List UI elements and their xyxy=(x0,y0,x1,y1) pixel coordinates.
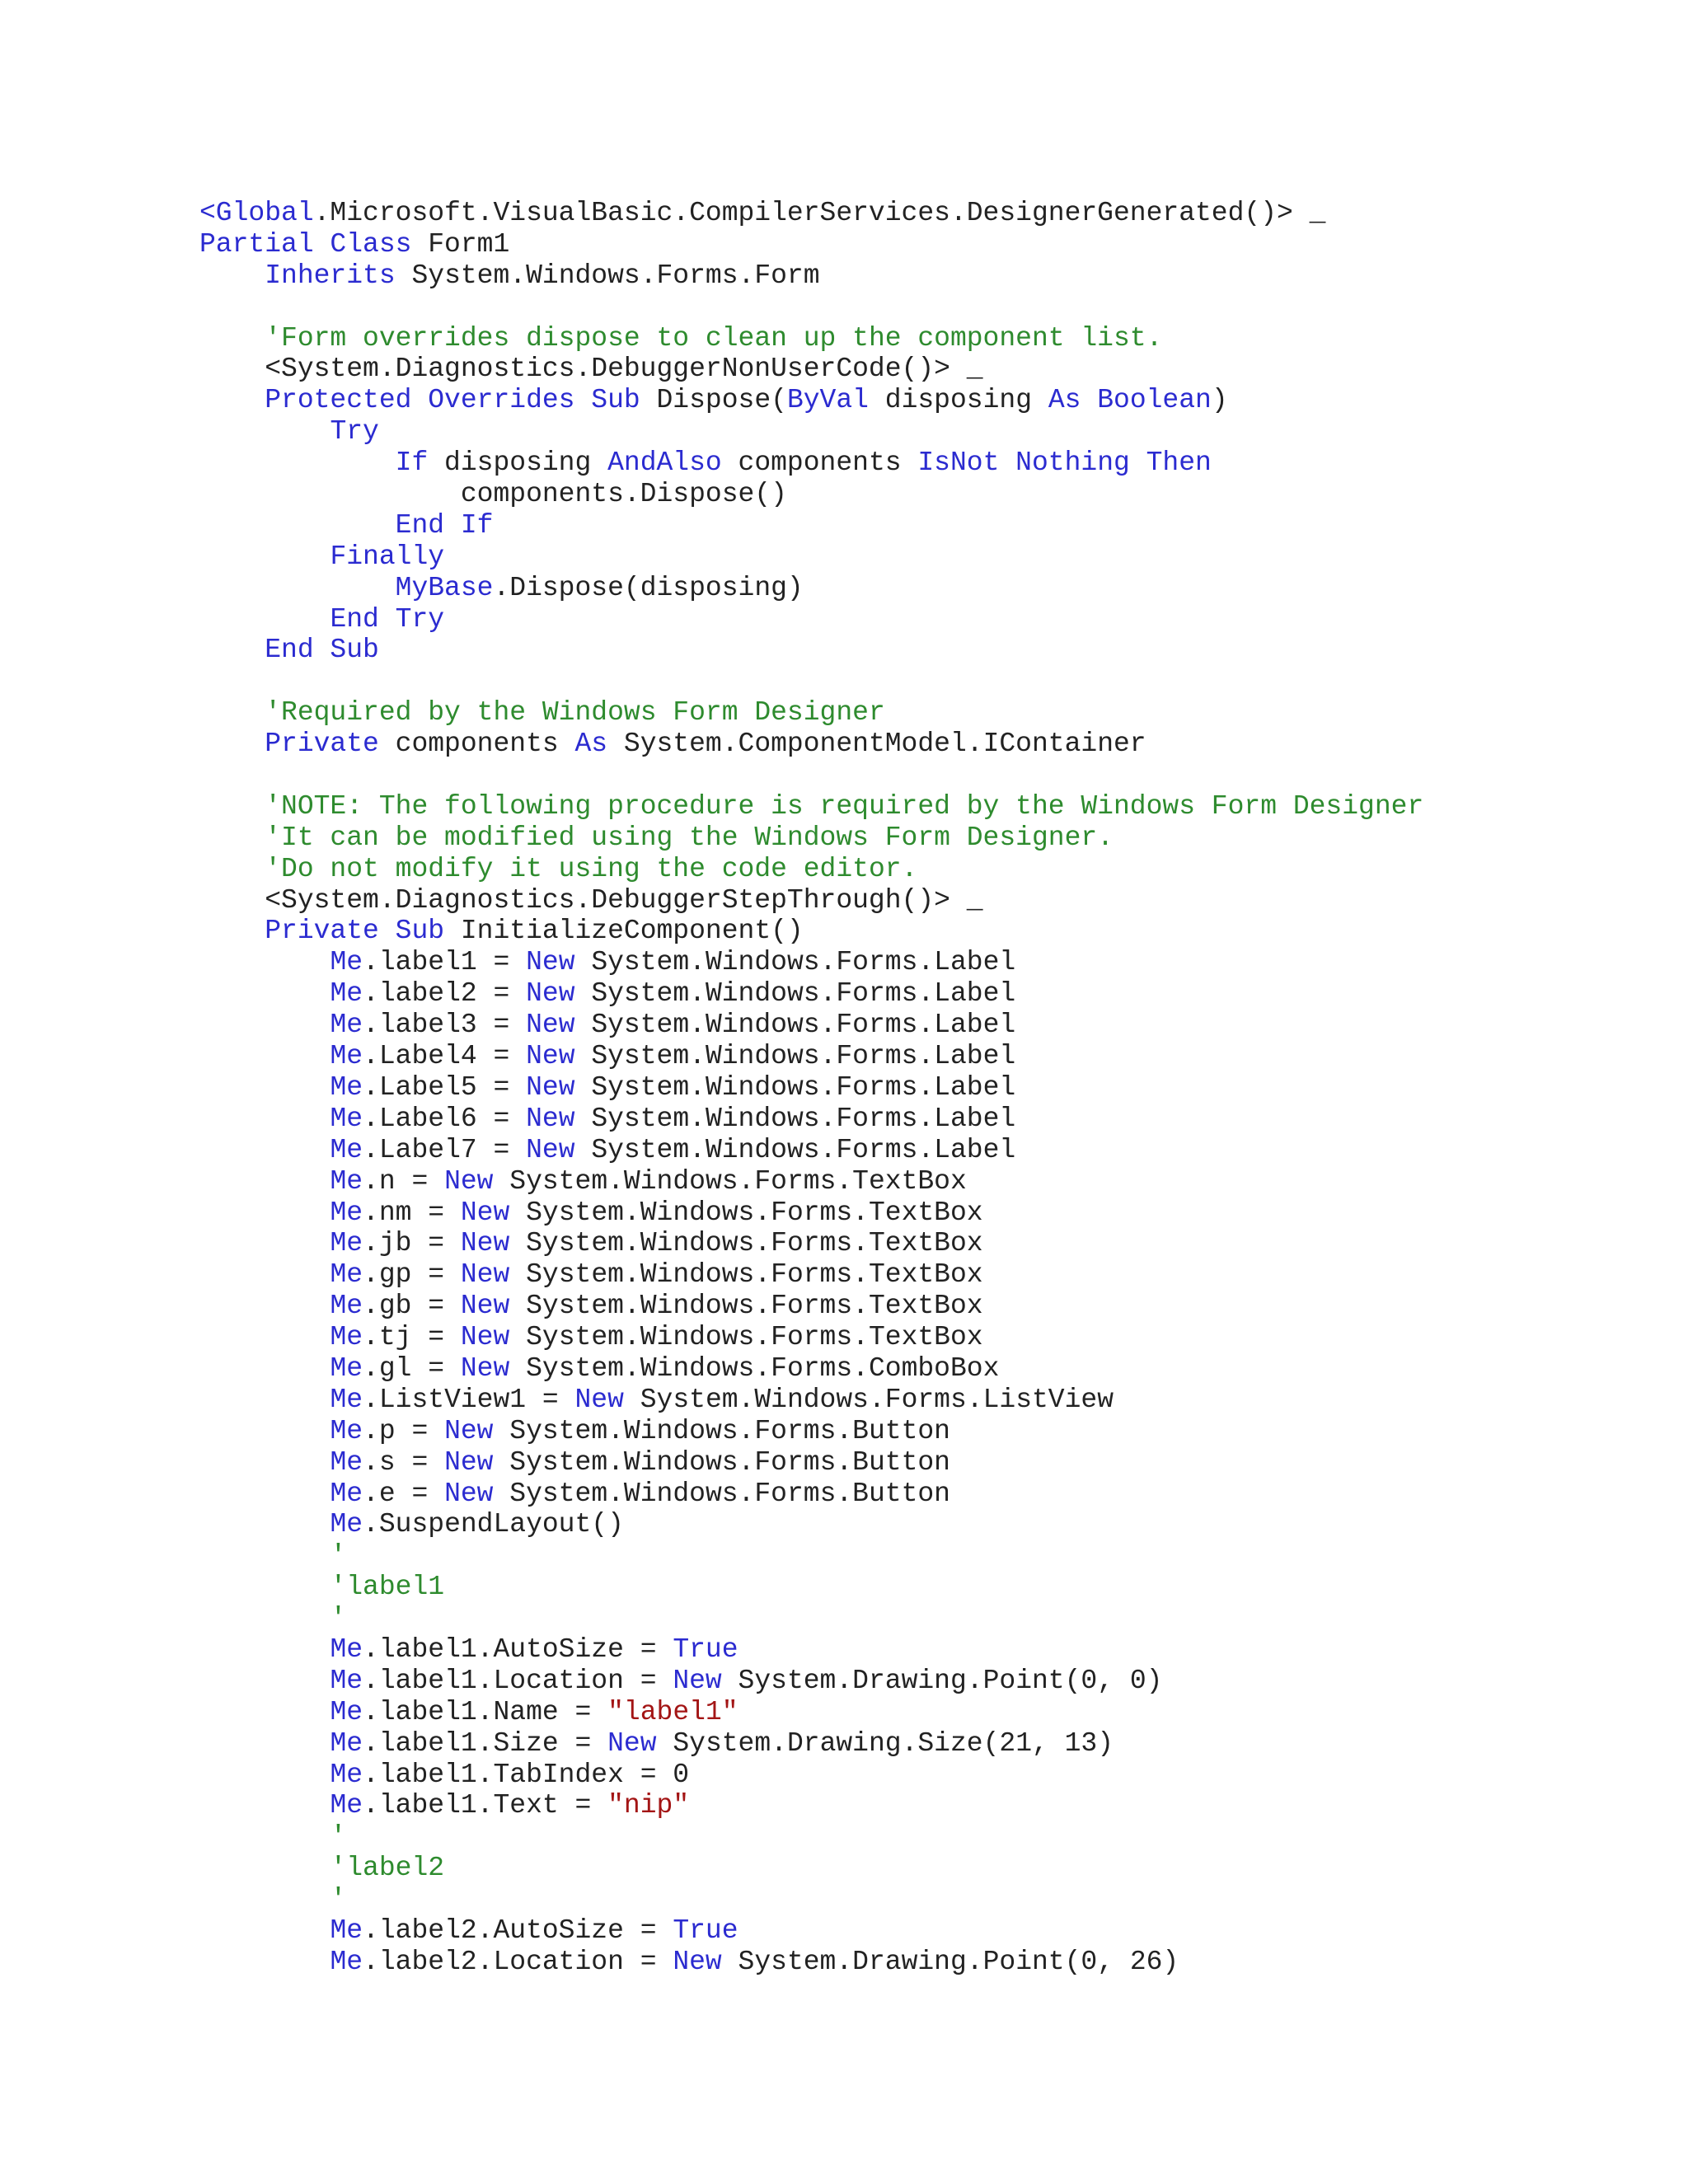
code-keyword: Me xyxy=(330,1478,363,1509)
code-keyword: New xyxy=(460,1322,510,1353)
code-line xyxy=(199,1072,1667,1104)
code-comment: ' xyxy=(330,1821,347,1853)
code-keyword: Me xyxy=(330,978,363,1010)
code-text xyxy=(199,1010,330,1040)
code-text: Dispose( xyxy=(640,385,787,416)
code-text xyxy=(199,1697,330,1727)
code-text: System.Windows.Forms.Label xyxy=(574,947,1016,978)
code-text xyxy=(199,1104,330,1134)
code-text xyxy=(199,1947,330,1977)
code-text: System.Drawing.Size(21, 13) xyxy=(656,1727,1114,1759)
code-keyword: Me xyxy=(330,1134,363,1165)
code-keyword: Me xyxy=(330,1759,363,1790)
code-text xyxy=(199,1228,330,1258)
code-keyword: New xyxy=(460,1197,510,1228)
code-keyword: Me xyxy=(330,1041,363,1072)
code-text xyxy=(199,1291,330,1321)
code-keyword: Private xyxy=(265,729,379,760)
code-line xyxy=(199,510,1667,541)
code-text: System.Windows.Forms.TextBox xyxy=(509,1259,983,1291)
code-keyword: Me xyxy=(330,1696,363,1727)
code-line xyxy=(199,479,1667,510)
code-text: <System.Diagnostics.DebuggerNonUserCode()> _ xyxy=(199,354,983,385)
code-text: components xyxy=(378,729,575,760)
code-keyword: New xyxy=(460,1291,510,1322)
code-keyword: New xyxy=(526,1041,575,1072)
code-text xyxy=(199,510,396,541)
code-text: .s = xyxy=(363,1446,445,1478)
code-line xyxy=(199,1322,1667,1353)
code-line xyxy=(199,541,1667,573)
code-string: "label1" xyxy=(607,1696,738,1727)
code-keyword: MyBase xyxy=(395,572,494,603)
code-keyword: As Boolean xyxy=(1048,385,1212,416)
code-text: System.Windows.Forms.Label xyxy=(574,1134,1016,1165)
code-line xyxy=(199,916,1667,947)
code-text xyxy=(199,1353,330,1384)
code-text xyxy=(199,1135,330,1165)
code-line xyxy=(199,1135,1667,1166)
code-keyword: New xyxy=(673,1946,722,1977)
code-text: .label1 = xyxy=(363,947,527,978)
code-text xyxy=(199,854,265,884)
code-keyword: Me xyxy=(330,1633,363,1665)
code-keyword: New xyxy=(526,1103,575,1134)
code-text xyxy=(199,916,265,946)
code-line xyxy=(199,1853,1667,1884)
code-keyword: Me xyxy=(330,1415,363,1446)
code-text xyxy=(199,1166,330,1197)
code-line xyxy=(199,448,1667,479)
code-keyword: Me xyxy=(330,1071,363,1103)
code-text xyxy=(199,260,265,291)
code-line xyxy=(199,666,1667,697)
code-text: System.Windows.Forms.ListView xyxy=(623,1384,1114,1415)
code-line xyxy=(199,635,1667,666)
code-comment: 'Form overrides dispose to clean up the component list. xyxy=(265,322,1163,354)
code-line xyxy=(199,1760,1667,1791)
code-keyword: Me xyxy=(330,1915,363,1946)
code-keyword: Finally xyxy=(330,541,445,572)
code-line xyxy=(199,947,1667,978)
code-line xyxy=(199,1166,1667,1197)
code-keyword: New xyxy=(526,947,575,978)
code-text: <System.Diagnostics.DebuggerStepThrough()> _ xyxy=(199,884,983,916)
code-text: .ListView1 = xyxy=(363,1384,575,1415)
code-keyword: New xyxy=(574,1384,624,1415)
code-keyword: Me xyxy=(330,1197,363,1228)
code-comment: ' xyxy=(330,1603,347,1634)
code-text xyxy=(199,1603,330,1633)
code-line xyxy=(199,885,1667,916)
code-line xyxy=(199,823,1667,854)
code-text: .jb = xyxy=(363,1228,461,1259)
code-line xyxy=(199,1385,1667,1416)
code-text: .label1.Location = xyxy=(363,1665,673,1696)
code-line xyxy=(199,1447,1667,1479)
code-text: .Dispose(disposing) xyxy=(493,572,804,603)
code-line xyxy=(199,1540,1667,1572)
code-keyword: New xyxy=(526,978,575,1010)
code-text: ) xyxy=(1211,385,1228,416)
code-keyword: Me xyxy=(330,1228,363,1259)
code-text xyxy=(199,1821,330,1852)
code-text: disposing xyxy=(428,448,608,479)
code-line xyxy=(199,229,1667,260)
code-keyword: Me xyxy=(330,1384,363,1415)
code-keyword: Me xyxy=(330,1352,363,1384)
code-text: .gp = xyxy=(363,1259,461,1291)
code-text: System.Windows.Forms.TextBox xyxy=(509,1228,983,1259)
code-text xyxy=(199,1509,330,1540)
code-keyword: Me xyxy=(330,1727,363,1759)
code-keyword: End Try xyxy=(330,603,445,635)
code-keyword: Me xyxy=(330,1322,363,1353)
code-text xyxy=(199,1634,330,1665)
code-line xyxy=(199,1790,1667,1821)
code-text: Form1 xyxy=(411,228,510,260)
code-keyword: Me xyxy=(330,1509,363,1540)
code-keyword: End Sub xyxy=(265,635,379,666)
code-text: System.ComponentModel.IContainer xyxy=(607,729,1146,760)
code-line xyxy=(199,1228,1667,1259)
code-keyword: Inherits xyxy=(265,260,396,291)
code-text: System.Windows.Forms.Label xyxy=(574,1071,1016,1103)
code-comment: 'Do not modify it using the code editor. xyxy=(265,853,918,884)
code-text: .label2 = xyxy=(363,978,527,1010)
code-text xyxy=(199,947,330,977)
code-text: System.Windows.Forms.TextBox xyxy=(493,1165,967,1197)
code-line xyxy=(199,1915,1667,1947)
code-text xyxy=(199,1884,330,1915)
code-line xyxy=(199,1728,1667,1760)
code-line xyxy=(199,1697,1667,1728)
code-line xyxy=(199,573,1667,604)
code-text: InitializeComponent() xyxy=(444,916,804,947)
code-text xyxy=(199,1915,330,1946)
code-text xyxy=(199,385,265,415)
code-text: System.Windows.Forms.Button xyxy=(493,1446,950,1478)
code-keyword: Me xyxy=(330,1665,363,1696)
code-text xyxy=(199,323,265,354)
code-text xyxy=(199,1322,330,1352)
code-text xyxy=(199,697,265,728)
code-comment: 'label1 xyxy=(330,1572,445,1603)
code-line xyxy=(199,697,1667,729)
code-text: System.Windows.Forms.Label xyxy=(574,1041,1016,1072)
code-text: System.Windows.Forms.Button xyxy=(493,1478,950,1509)
code-text: .Label4 = xyxy=(363,1041,527,1072)
code-line xyxy=(199,1353,1667,1385)
code-string: "nip" xyxy=(607,1790,690,1821)
code-keyword: Me xyxy=(330,1446,363,1478)
code-text: .gb = xyxy=(363,1291,461,1322)
code-line xyxy=(199,604,1667,635)
code-keyword: True xyxy=(673,1915,738,1946)
code-text: System.Windows.Forms.Label xyxy=(574,1010,1016,1041)
code-text xyxy=(199,1259,330,1290)
code-line xyxy=(199,1821,1667,1853)
code-text: System.Windows.Forms.TextBox xyxy=(509,1322,983,1353)
code-line xyxy=(199,1416,1667,1447)
code-text xyxy=(199,1540,330,1571)
code-line xyxy=(199,198,1667,229)
code-keyword: Try xyxy=(330,416,379,448)
code-line xyxy=(199,1603,1667,1634)
code-line xyxy=(199,1509,1667,1540)
code-text: System.Windows.Forms.Label xyxy=(574,1103,1016,1134)
code-text xyxy=(199,1760,330,1790)
code-text xyxy=(199,1447,330,1478)
code-line xyxy=(199,416,1667,448)
code-text: System.Windows.Forms.Button xyxy=(493,1415,950,1446)
code-keyword: New xyxy=(460,1352,510,1384)
code-text xyxy=(199,448,396,478)
code-comment: ' xyxy=(330,1884,347,1915)
code-text: .label1.Size = xyxy=(363,1727,608,1759)
code-listing xyxy=(199,198,1667,1978)
code-keyword: New xyxy=(460,1259,510,1291)
code-line xyxy=(199,1291,1667,1322)
code-text xyxy=(199,729,265,759)
code-keyword: New xyxy=(460,1228,510,1259)
code-text: .label1.TabIndex = 0 xyxy=(363,1759,690,1790)
code-line xyxy=(199,354,1667,385)
code-keyword: New xyxy=(526,1071,575,1103)
code-text: .e = xyxy=(363,1478,445,1509)
code-keyword: End If xyxy=(395,509,494,541)
code-keyword: New xyxy=(526,1134,575,1165)
code-text xyxy=(199,541,330,572)
code-text: disposing xyxy=(868,385,1048,416)
code-keyword: New xyxy=(673,1665,722,1696)
code-line xyxy=(199,1947,1667,1978)
code-text xyxy=(199,1416,330,1446)
code-text: components.Dispose() xyxy=(199,479,787,510)
code-line xyxy=(199,1634,1667,1666)
code-text: System.Drawing.Point(0, 26) xyxy=(721,1946,1179,1977)
code-text: System.Windows.Forms.Form xyxy=(395,260,820,291)
code-text xyxy=(199,978,330,1009)
code-comment: ' xyxy=(330,1540,347,1572)
code-keyword: Me xyxy=(330,1165,363,1197)
code-line xyxy=(199,1572,1667,1603)
code-line xyxy=(199,791,1667,823)
code-keyword: <Global xyxy=(199,198,314,228)
code-keyword: Partial Class xyxy=(199,228,412,260)
code-line xyxy=(199,323,1667,354)
code-line xyxy=(199,1479,1667,1510)
code-keyword: Me xyxy=(330,1946,363,1977)
code-comment: 'It can be modified using the Windows Form Designer. xyxy=(265,822,1114,853)
code-keyword: Me xyxy=(330,1291,363,1322)
code-text: System.Windows.Forms.Label xyxy=(574,978,1016,1010)
code-keyword: Me xyxy=(330,1103,363,1134)
code-comment: 'NOTE: The following procedure is required by the Windows Form Designer xyxy=(265,790,1424,822)
code-text xyxy=(199,791,265,822)
code-text: .n = xyxy=(363,1165,445,1197)
code-text: .p = xyxy=(363,1415,445,1446)
code-text xyxy=(199,1197,330,1228)
code-keyword: ByVal xyxy=(786,385,869,416)
code-text xyxy=(199,604,330,635)
code-keyword: Me xyxy=(330,1010,363,1041)
code-text xyxy=(199,1385,330,1415)
code-text: .label1.Name = xyxy=(363,1696,608,1727)
code-text: .SuspendLayout() xyxy=(363,1509,624,1540)
code-keyword: If xyxy=(395,448,429,479)
code-line xyxy=(199,729,1667,760)
code-text xyxy=(199,1479,330,1509)
code-text xyxy=(199,1666,330,1696)
code-text: .gl = xyxy=(363,1352,461,1384)
code-line xyxy=(199,1884,1667,1915)
code-keyword: New xyxy=(444,1415,494,1446)
code-text xyxy=(199,1728,330,1759)
code-keyword: Protected Overrides Sub xyxy=(265,385,640,416)
code-text xyxy=(199,1572,330,1602)
code-line xyxy=(199,978,1667,1010)
code-text: .nm = xyxy=(363,1197,461,1228)
code-keyword: Me xyxy=(330,947,363,978)
code-line xyxy=(199,260,1667,292)
code-text xyxy=(199,1041,330,1071)
code-text: .label2.AutoSize = xyxy=(363,1915,673,1946)
code-text: .Label5 = xyxy=(363,1071,527,1103)
code-text: components xyxy=(721,448,918,479)
code-line xyxy=(199,1259,1667,1291)
code-keyword: New xyxy=(607,1727,657,1759)
code-comment: 'label2 xyxy=(330,1853,445,1884)
code-text xyxy=(199,1790,330,1821)
code-keyword: As xyxy=(574,729,608,760)
code-keyword: Me xyxy=(330,1259,363,1291)
code-text: .label2.Location = xyxy=(363,1946,673,1977)
code-line xyxy=(199,1666,1667,1697)
code-keyword: True xyxy=(673,1633,738,1665)
code-line xyxy=(199,292,1667,323)
code-text: System.Windows.Forms.ComboBox xyxy=(509,1352,1000,1384)
code-line xyxy=(199,1104,1667,1135)
code-keyword: New xyxy=(526,1010,575,1041)
code-line xyxy=(199,385,1667,416)
code-line xyxy=(199,760,1667,791)
code-comment: 'Required by the Windows Form Designer xyxy=(265,697,885,729)
code-text: System.Windows.Forms.TextBox xyxy=(509,1197,983,1228)
code-keyword: New xyxy=(444,1165,494,1197)
code-text: .Label6 = xyxy=(363,1103,527,1134)
code-line xyxy=(199,1041,1667,1072)
code-line xyxy=(199,854,1667,885)
code-text xyxy=(199,635,265,665)
code-text: .label1.AutoSize = xyxy=(363,1633,673,1665)
code-line xyxy=(199,1010,1667,1041)
code-keyword: New xyxy=(444,1478,494,1509)
code-text xyxy=(199,823,265,853)
code-text: System.Windows.Forms.TextBox xyxy=(509,1291,983,1322)
code-text xyxy=(199,573,396,603)
code-text: .tj = xyxy=(363,1322,461,1353)
code-keyword: Private Sub xyxy=(265,916,445,947)
code-keyword: New xyxy=(444,1446,494,1478)
code-text xyxy=(199,416,330,447)
code-text: .label3 = xyxy=(363,1010,527,1041)
code-line xyxy=(199,1197,1667,1229)
code-text: .Label7 = xyxy=(363,1134,527,1165)
code-text xyxy=(199,1853,330,1883)
code-keyword: Me xyxy=(330,1790,363,1821)
code-keyword: IsNot Nothing Then xyxy=(917,448,1212,479)
code-text: .Microsoft.VisualBasic.CompilerServices.DesignerGenerated()> _ xyxy=(313,198,1326,228)
code-text xyxy=(199,1072,330,1103)
code-text: .label1.Text = xyxy=(363,1790,608,1821)
code-keyword: AndAlso xyxy=(607,448,722,479)
code-text: System.Drawing.Point(0, 0) xyxy=(721,1665,1163,1696)
